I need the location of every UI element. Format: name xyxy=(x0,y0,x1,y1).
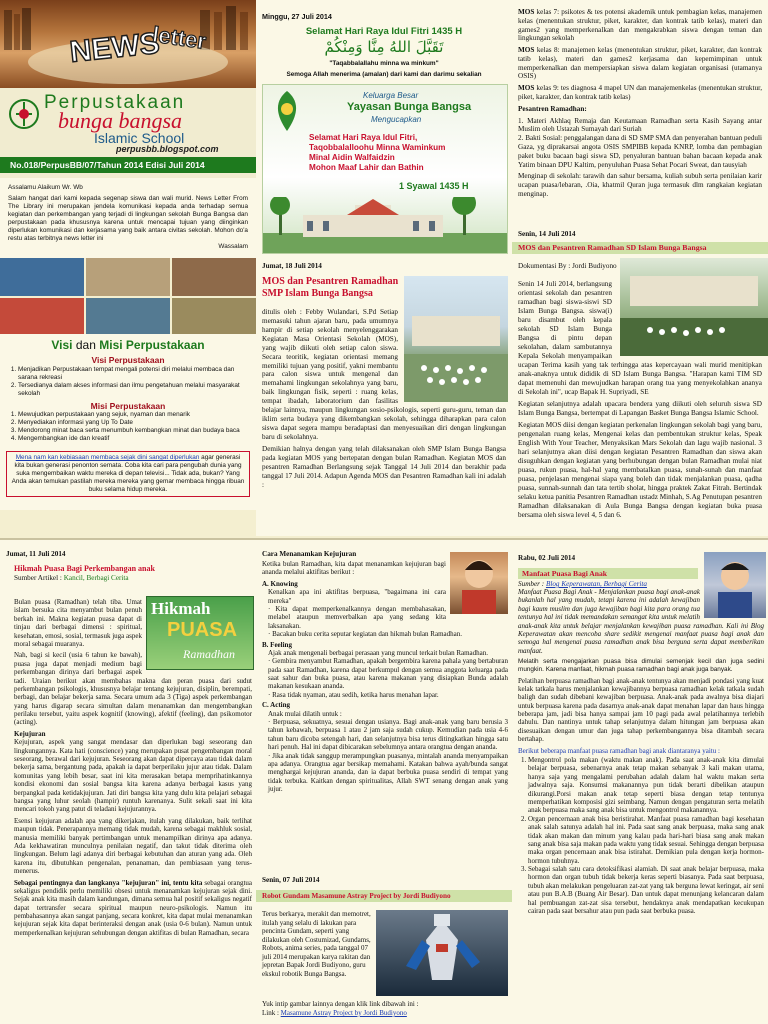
mos-sd-paragraph: Kegiatan selanjutnya adalah upacara bendera yang diikuti oleh seluruh siswa SD Islam Bunga Bangsa, bertempat di Lapangan Basket Bunga Bangsa Islamic School. xyxy=(518,400,762,417)
mos-smp-paragraph: Demikian halnya dengan yang telah dilaksanakan oleh SMP Islam Bunga Bangsa pada kegiatan MOS yang bertepatan dengan bulan Ramadhan. Kegiatan MOS dan pesantren Ramadhan Berlangsung sejak Tanggal 14 Juli 2014 dan berakhir pada tanggal 17 Juli 2014. Adapun Agenda MOS dan Pesantren Ramadhan kali ini adalah : xyxy=(262,444,506,489)
hikmah-body xyxy=(14,592,252,937)
hikmah-section xyxy=(0,540,256,1024)
welcome-body: Salam hangat dari kami kepada segenap siswa dan wali murid. News Letter From The Library ini merupakan jendela komunikasi kepada anda terhadap semua kegiatan dan perkembangan yang terjadi di lingkungan sekolah Bunga Bangsa dan perpustakaan pada khususnya karena untuk mencapai tujuan yang diinginkan diperlukan komunikasi dan kerjasama yang baik antara civitas sekolah. Mohon do'a restu atas terbitnya news letter ini xyxy=(8,195,248,242)
misi-heading: Misi Perpustakaan xyxy=(90,401,166,411)
mos-kelas-7 xyxy=(518,8,762,43)
robot-body: Terus berkarya, merakit dan memotret, itulah yang selalu di lakukan para pencinta Gundam, seperti yang dilakukan oleh Costumizad, Gundams, Robots, anima series, pada tanggal 07 juli 2014 merupakan karya rakitan dan jepretan Bapak Jordi Budiyono, guru ekskul robotik Bunga Bangsa. xyxy=(262,910,371,978)
mos-label: MOS xyxy=(518,84,535,93)
kejujuran-intro: Ketika bulan Ramadhan, kita dapat menanamkan kejujuran bagi ananda melalui aktifitas berikut : xyxy=(262,560,446,577)
pesantren-item: 1. Materi Akhlaq Remaja dan Keutamaan Ramadhan serta Kasih Sayang antar Muslim oleh Ustazah Sumayah dari Suriah xyxy=(518,116,762,134)
visi-heading: Visi Perpustakaan xyxy=(91,355,165,365)
feeling-item: · Rasa tidak nyaman, atau sedih, ketika harus menahan lapar. xyxy=(268,690,439,699)
feeling-heading: B. Feeling xyxy=(262,640,292,649)
acting-item: · Jika anak tidak sanggup merampungkan puasanya, mintalah ananda menyampaikan apa adanya. Orangtua agar bersikap memahami. Katakan bahwa ayah/bunda sangat menghargai kejujuran ananda, dan ia dapat berbuka puasa sendiri di tempat yang tidak terbuka. Kaitkan dengan spiritualitas, Allah SWT senang dengan anak yang jujur. xyxy=(268,751,508,794)
misi-list xyxy=(6,411,250,443)
manfaat-body xyxy=(518,588,764,915)
hikmah-title: Hikmah Puasa Bagi Perkembangan anak xyxy=(14,564,155,573)
greeting-title: Selamat Hari Raya Idul Fitri 1435 H xyxy=(305,26,463,37)
pesantren-title: Pesantren Ramadhan: xyxy=(518,104,587,113)
poster-line: Minal Aidin Walfaidzin xyxy=(309,153,395,162)
mos-sd-title: MOS dan Pesantren Ramadhan SD Islam Bunga Bangsa xyxy=(512,242,768,254)
knowing-item: Kenalkan apa ini aktifitas berpuasa, "bagaimana ini cara mereka" xyxy=(268,588,446,605)
books-photo xyxy=(0,0,256,88)
activity-photo xyxy=(0,258,84,296)
activity-photo xyxy=(86,258,170,296)
source-link[interactable]: Kancil, Berbagi Cerita xyxy=(63,574,129,582)
mosque-illustration xyxy=(263,197,507,253)
badge-line: PUASA xyxy=(167,619,238,641)
newsletter-logo-art xyxy=(0,0,256,88)
greeting-card xyxy=(256,0,512,258)
activity-photo xyxy=(0,298,84,334)
poster-line: Mohon Maaf Lahir dan Bathin xyxy=(309,163,424,172)
feeling-item: · Gembira menyambut Ramadhan, apakah bergembira karena pahala yang bertaburan pada saat Ramadhan, karena dapat berkumpul dengan semua anggota keluarga pada saat sahur dan buka puasa, atau karena makanan yang disiapkan Bunda adalah makanan kesukaan ananda. xyxy=(268,657,508,691)
school-logo xyxy=(8,94,40,134)
kejujuran-heading: Kejujuran xyxy=(14,729,46,738)
library-subname: bunga bangsa xyxy=(58,108,183,133)
list-item: 2. Tersedianya dalam akses informasi dan ilmu pengetahuan melalui masyarakat sekolah xyxy=(18,382,250,398)
mos-sd-body xyxy=(518,274,762,523)
kejujuran-section xyxy=(256,540,512,870)
mos-sd-section xyxy=(512,226,768,536)
hikmah-paragraph: Kejujuran, aspek yang sangat mendasar dan diperlukan bagi seseorang dan lingkungannya. Kata hati (conscience) yang merupakan pusat pengembangan moral seseorang, berawal dari kejujuran. Seseorang akan dapat dipercaya atau tidak dalam bekerja sama, bergantung pada, apakah ia dapat berperilaku jujur atau tidak. Dalam komunitas yang lebih besar, saat ini kita merasakan betapa memprihatinkannya kondisi ekonomi dan sosial bangsa kita karena adanya berbagai kasus yang berpangkal pada ketidakjujuran. Jati diri bangsa kita yang dulu kita pelajari sebagai bangsa yang luhur seolah (hampir) runtuh karenanya. Sulit sekali saat ini kita mencari tokoh yang patut di teladani kejujurannya. xyxy=(14,738,252,814)
robot-link-intro: Yuk intip gambar lainnya dengan klik link dibawah ini : xyxy=(262,1000,419,1008)
reading-quote-link[interactable]: Mena nam kan kebiasaan membaca sejak dini sangat diperlukan xyxy=(15,454,200,461)
svg-text:letter: letter xyxy=(150,21,208,54)
list-item: 2. Menyediakan informasi yang Up To Date xyxy=(18,419,250,427)
greeting-wish: Semoga Allah menerima (amalan) dari kami dan darimu sekalian xyxy=(286,71,482,78)
greeting-arabic: تَقَبَّلَ اللهُ مِنَّا وَمِنْكُمْ xyxy=(324,38,444,56)
poster-line: Yayasan Bunga Bangsa xyxy=(347,101,472,113)
activity-photo xyxy=(172,258,256,296)
visi-word: Visi xyxy=(51,338,73,352)
school-name: Islamic School xyxy=(94,130,185,146)
activity-photo xyxy=(86,298,170,334)
acting-item: · Berpuasa, sekuatnya, sesuai dengan usianya. Bagi anak-anak yang baru berusia 3 tahun kebawah, berpuasa 1 atau 2 jam saja sudah cukup. Kemudian pada usia 4-6 tahun baru dicoba setengah hari, dan selanjutnya bisa terus ditingkatkan hingga satu hari penuh. Hal ini dapat dibicarakan sebelumnya antara orangtua dengan ananda. xyxy=(268,718,508,752)
manfaat-paragraph: Melatih serta mengajarkan puasa bisa dimulai semenjak kecil dan juga sedini mungkin. Karena manfaat, hikmah puasa ramadhan bagi anak juga banyak. xyxy=(518,658,764,673)
list-item: 1. Mengontrol pola makan (waktu makan anak). Pada saat anak-anak kita dimulai belajar berpuasa, sebenarnya anak tetap makan sebanyak 3 kali makan utama, hanya saja yang mengalami perubahan adalah dalam hal waktu makan serta jadwalnya saja. Konsumsi makanannya pun tidak berarti dibelikan ataupun dikurangi.Porsi makan anak tetap seperti biasa dengan tetap tentunya memperhatikan komposisi gizi seimbang. Namun dengan pengaturan serta melatih anak berpuasa maka sang anak bisa untuk mengontrol makanannya. xyxy=(528,756,764,815)
masthead xyxy=(0,0,256,180)
acting-heading: C. Acting xyxy=(262,701,290,710)
edition-bar: No.018/PerpusBB/07/Tahun 2014 Edisi Juli 2014 xyxy=(0,157,256,173)
robot-gallery-link[interactable]: Masamune Astray Project by Jordi Budiyono xyxy=(280,1009,407,1017)
misi-word: Misi Perpustakaan xyxy=(99,338,205,352)
mos-label: MOS xyxy=(518,46,535,55)
knowing-heading: A. Knowing xyxy=(262,579,298,588)
mos-kelas-9 xyxy=(518,84,762,102)
pesantren-item: Menginap di sekolah: tarawih dan sahur bersama, kuliah subuh serta penilaian karir ucapan puasa/lebaran, .Oia, khatmil Quran juga termasuk dlm rangkaian kegiatan menginap. xyxy=(518,172,762,198)
list-item: 4. Mengembangkan ide dan kreatif xyxy=(18,435,250,443)
poster-line: 1 Syawal 1435 H xyxy=(399,181,469,191)
manfaat-section xyxy=(512,540,768,1024)
badge-line: Hikmah xyxy=(151,599,211,618)
mos-smp-body xyxy=(262,308,506,492)
source-link[interactable]: Blog Keperawatan, Berbagi Cerita xyxy=(545,580,647,588)
list-item: 1. Menjadikan Perpustakaan tempat mengali potensi diri melalui membaca dan sarana rekreasi xyxy=(18,366,250,382)
manfaat-list xyxy=(518,756,764,915)
foundation-logo xyxy=(267,89,307,133)
activity-photo-collage xyxy=(0,258,256,334)
mos-kelas-9-text: kelas 9: tes diagnosa 4 mapel UN dan manajemenkelas (menentukan struktur, piket, karakter, dan kontrak tatib kelas) xyxy=(518,84,762,102)
manfaat-paragraph: Manfaat Puasa Bagi Anak - Menjalankan puasa bagi anak-anak bukanlah hal yang mudah, tetapi karena ini adalah kewajiban bagi kaum muslim dan juga kewajiban bagi kita para orang tua tentunya hal ini tidak memandakan semangat kita untuk melatih anak-anak kita untuk belajar menjalankan kewajiban puasa ramadhan. Kali ini Blog Keperawatan akan mencoba share sedikit mengenai manfaat puasa bagi anak dan semoga hal mengenai puasa ramadhan anak bisa berguna serta dapat memberikan manfaat. xyxy=(518,588,764,655)
mos-kelas-7-text: kelas 7: psikotes & tes potensi akademik untuk pembagian kelas, manajemen kelas (menentukan struktur, piket, karakter, dan kontrak tatib kelas), materi dan games2 yang memperkenalkan dan mengakrabkan siswa dengan teman dan lingkungan sekolah xyxy=(518,8,762,43)
gundam-photo xyxy=(376,910,508,996)
list-item: 2. Organ pencernaan anak bisa beristirahat. Manfaat puasa ramadhan bagi kesehatan anak salah satunya adalah hal ini. Pada saat sang anak berpuasa, maka sang anak tidak akan makan dan minum yang kalau pada hari-hari biasa sang anak makan sang anak bisa saja makan pada waktu yang tidak sesuai. Sehingga dengan berpuasa maka organ pencernaan anak bisa istirahat. Demikian pula dengan kerja hormon-hormon tubuhnya. xyxy=(528,815,764,865)
pesantren-item: 2. Bakti Sosial: penggalangan dana di SD SMP SMA dan penyerahan bantuan peduli Gaza, yg diprakarsai angota OSIS SMPIBB kepada KNRP, lomba dan pembagian paket buku bacaan bagi siswa SD, penyaluran bantuan bahan bacaan kepada anak Yatim binaan DPU Kaltim, penyuluhan Puasa Sehat Pocari Sweat, dan tausyiah xyxy=(518,134,762,169)
robot-date: Senin, 07 Juli 2014 xyxy=(262,876,320,884)
list-item: 3. Mendorong minat baca serta menumbuh kembangkan minat dan budaya baca xyxy=(18,427,250,435)
greeting-latin: "Taqabbalallahu minna wa minkum" xyxy=(329,60,439,67)
hikmah-paragraph: Bulan puasa (Ramadhan) telah tiba. Umat islam bersuka cita menyambut bulan penuh berkah ini. Makna kegiatan puasa dapat di tinjau dari berbagai dimensi : spiritual, kesehatan, emosi, sosial, termasuk juga aspek moral sebagai muaranya. xyxy=(14,598,142,648)
mos-sd-paragraph: Kegiatan MOS diisi dengan kegiatan perkenalan lingkungan sekolah bagi yang baru, pengenalan ruang kelas, Mengenai kelas dan pembentukan struktur kelas, Speak English With Your Teacher, Menyaksikan Mars Sekolah dan lagu wajib nasional. 3 hari selanjutnya akan diisi dengan kegiatan Pesantren Ramadhan dan siswa akan disuguhkan dengan kegiatan yang berhubungan dengan bulan Ramadhan mulai niat puasa, rukun puasa, hal-hal yang membatalkan puasa, sunah-sunah dan manfaat puasa, penjelasan mengenai siapa yang boleh dan tidak menjalankan puasa, qadha puasa, sunnah-sunnah dan tata tertib sholat, hingga praktek Zakat Fitrah. Bertindak selaku ketua panitia Pesantren Ramadhan ustadz Minhah, S.Ag Penutupan pesantren Ramadhan dilaksanakan di Aula Bunga Bangsa dengan kegiatan buka puasa bersama oleh siswa level 4, 5 dan 6. xyxy=(518,421,762,519)
mos-sd-date: Senin, 14 Juli 2014 xyxy=(518,230,576,238)
manfaat-paragraph: Pelatihan berpuasa ramadhan bagi anak-anak tentunya akan menjadi pondasi yang kuat kelak tatkala harus menjalankan kewajibannya berpuasa ramadhan kelak tatkala sudah baligh dan sudah dibebani kewajiban berpuasa. Anak-anak pada awalnya bisa diajari untuk berpuasa karena pada dasarnya anak-anak dapat menahan lapar dan haus hingga beberapa jam, jadi bisa hanya sampai jam 10 pagi pada awal pelatihannya terlebih dahulu. Dan nantinya untuk tahap selanjutnya dalam hitungan jam berpuasa akan disesuaikan dengan umur dan juga tahap perkembangannya bisa ditambah secara bertahap. xyxy=(518,676,764,744)
robot-title: Robot Gundam Masamune Astray Project by Jordi Budiyono xyxy=(256,890,512,902)
visi-list xyxy=(6,366,250,398)
acting-item: Anak mulai dilatih untuk : xyxy=(268,709,342,718)
greeting-date: Minggu, 27 Juli 2014 xyxy=(262,12,332,21)
mos-smp-paragraph: ditulis oleh : Febby Wulandari, S.Pd Setiap memasuki tahun ajaran baru, pada umumnya hampir di setiap sekolah menyelenggarakan Kegiatan Masa Orientasi Sekolah (MOS), yang wajib diikuti oleh setiap calon siswa. Secara teoritik, kegiatan orientasi memang memiliki tujuan yang positif, yakni membantu para calon siswa untuk mengenal dan memahami lingkungan sekolahnya yang baru, baik lingkungan fisik, seperti : ruang kelas, tempat ibadah, laboratorium dan fasilitas belajar lainnya, maupun lingkungan sosio-psikologis, seperti guru-guru, teman dan iklim serta budaya yang dikembangkan sekolah, sehingga diharapkan para calon siswa dapat segera mampu beradaptasi dan menyesuaikan diri dengan lingkungan baru di sekolahnya. xyxy=(262,308,506,441)
mos-sd-doc: Dokumentasi By : Jordi Budiyono xyxy=(518,262,617,270)
robot-section xyxy=(256,870,512,1024)
hikmah-paragraph: Esensi kejujuran adalah apa yang dikerjakan, itulah yang dilakukan, baik terlihat maupun tidak. Penerapannya memang tidak mudah, karena sebagai makhluk sosial, manusia memiliki banyak pertimbangan untuk menampilkan dirinya apa adanya. Ada kekhawatiran munculnya penilaian negatif, dan takut tidak diterima oleh lingkungan. Belum lagi adanya diri berbagai kebutuhan dan aturan yang ada. Oleh karena itu, dibutuhkan pengenalan, penanaman, dan pembiasaan yang terus-menerus. xyxy=(14,816,252,876)
reading-quote-text: agar generasi kita bukan generasi penonton semata. Coba kita cari para pengubah dunia yang suka mengembaikan waktu mereka di depan televisi... Tidak ada, bukan? Yang Anda akan temukan pastilah mereka mereka yang gemar membaca hingga ribuan buku selama hidup mereka. xyxy=(11,454,245,493)
welcome-section xyxy=(0,178,256,258)
mos-sd-paragraph: Senin 14 Juli 2014, berlangsung orientasi sekolah dan pesantren ramadhan bagi siswa-siswi SD Islam Bunga Bangsa. siswa(i) baru disambut oleh kepala sekolah SD Islam Bunga Bangsa di pintu depan sekolahan, dalam sambutannya Kepala Sekolah menyampaikan ucapan Terima kasih yang tak terhingga atas kepercayaan wali murid menitipkan anak-anaknya untuk dididik di SD Islam Bunga Bangsa. "Harapan kami TIM SD dapat memenuhi dan mewujudkan harapan orang tua yang menyekolahkan ananya di Sekolah ini", ucap Bapak H. Supriyadi, SE xyxy=(518,280,762,396)
mos-kelas-section xyxy=(512,0,768,226)
mos-label: MOS xyxy=(518,8,535,16)
list-item: 3. Sebagai salah satu cara detoksifikasi alamiah. Di saat anak belajar berpuasa, maka hormon dan organ tubuh tidak bekerja keras seperti biasanya. Pada saat berpuasa, tubuh akan melakukan pengeluaran zat-zat yang tak berguna lewat keringat, air seni atau pun B.A.B (Buang Air Besar). Dan untuk dapat menunjang kelancaran dalam hal pembuangan zat-zat sisa tersebut, hendaknya anak mendapatkan kecukupan cairan pada saat bersahur atau pun pada saat berbuka puasa. xyxy=(528,865,764,915)
mos-smp-title: MOS dan Pesantren Ramadhan SMP Islam Bunga Bangsa xyxy=(262,276,399,299)
mos-smp-date: Jumat, 18 Juli 2014 xyxy=(262,262,322,270)
greeting-poster xyxy=(262,84,508,254)
manfaat-date: Rabu, 02 Juli 2014 xyxy=(518,554,576,562)
source-label: Sumber : xyxy=(518,580,546,588)
hikmah-date: Jumat, 11 Juli 2014 xyxy=(6,550,66,558)
hikmah-source xyxy=(14,574,129,583)
poster-line: Mengucapkan xyxy=(371,115,422,124)
svg-text:NEWS: NEWS xyxy=(68,26,162,69)
blog-url: perpusbb.blogspot.com xyxy=(116,144,219,154)
knowing-item: · Bacakan buku cerita seputar kegiatan dan hikmah bulan Ramadhan. xyxy=(268,630,462,639)
visi-misi-title xyxy=(6,338,250,352)
poster-line: Taqobbalalloohu Minna Waminkum xyxy=(309,143,446,152)
dan-word: dan xyxy=(72,338,100,352)
badge-line: Ramadhan xyxy=(183,647,235,661)
feeling-item: Ajak anak mengenali berbagai perasaan yang muncul terkait bulan Ramadhan. xyxy=(268,648,489,657)
welcome-greeting: Assalamu Alaikum Wr. Wb xyxy=(8,184,83,191)
poster-line: Keluarga Besar xyxy=(363,91,419,100)
kejujuran-title: Cara Menanamkan Kejujuran xyxy=(262,550,357,558)
knowing-item: · Kita dapat memperkenalkannya dengan membahasakan, melabel ataupun memverbalkan apa yang sedang kita laksanakan. xyxy=(268,604,446,630)
mos-kelas-8-text: kelas 8: manajemen kelas (menentukan struktur, piket, karakter, dan kontrak tatib kelas), materi dan games2 kerjasama dan kepemimpinan untuk memperkenalkan dan mempersiapkan siswa dalam kegiatan organisasi (utamanya OSIS) xyxy=(518,46,762,81)
mos-smp-section xyxy=(256,258,512,536)
mos-kelas-8 xyxy=(518,46,762,81)
welcome-closing: Wassalam xyxy=(218,243,248,250)
manfaat-title: Manfaat Puasa Bagi Anak xyxy=(518,568,698,579)
robot-link-label: Link : xyxy=(262,1009,281,1017)
robot-link-row xyxy=(262,1009,508,1018)
library-name: Perpustakaan xyxy=(44,92,186,113)
kejujuran-body xyxy=(262,560,508,794)
manfaat-list-title: Berikut beberapa manfaat puasa ramadhan bagi anak diantaranya yaitu : xyxy=(518,746,720,755)
activity-photo xyxy=(172,298,256,334)
hikmah-emphasis: Sebagai pentingnya dan langkanya "kejujuran" ini, tentu kita xyxy=(14,878,203,887)
visi-misi-section xyxy=(0,334,256,510)
reading-quote-box xyxy=(6,451,250,497)
list-item: 1. Mewujudkan perpustakaan yang sejuk, nyaman dan menarik xyxy=(18,411,250,419)
source-label: Sumber Artikel : xyxy=(14,574,64,582)
hikmah-paragraph: sebagai orangtua sekaligus pendidik perlu memiliki obsesi untuk menanamkan kejujuran sejak dini. Sejak anak kita masih dalam kandungan, dimana semua hal positif sekaligus negatif dapat tertransfer secara spiritual maupun neuro-psikologis. Namun itu pembahasannya akan sangat panjang, secara konkret, kita dapat mulai menanamkan kejujuran sejak kita dapat berinteraksi dengan anak (usia 0-6 bulan). Namun untuk memperkenalkan kejujuran sehubungan dengan aktifitas di bulan Ramadhan, secara xyxy=(14,878,252,937)
poster-line: Selamat Hari Raya Idul Fitri, xyxy=(309,133,418,142)
hikmah-paragraph: Nah, bagi si kecil (usia 6 tahun ke bawah), puasa juga dapat menjadi medium bagi perkembangan dirinya dari berbagai aspek tadi. Uraian berikut akan membahas makna dan peran puasa dari sudut perkembangan psikologis, khususnya belajar tentang kejujuran, disiplin, berempati, berbagi, dan belajar bekerja sama. Secara umum ada 3 (Tiga) aspek perkembangan yang harus digarap secara simultan dalam menanamkan dan mengembangkan perilaku tersebut, yaitu aspek kognitif (knowing), afektif (feeling), dan psikomotor (acting). xyxy=(14,651,252,727)
